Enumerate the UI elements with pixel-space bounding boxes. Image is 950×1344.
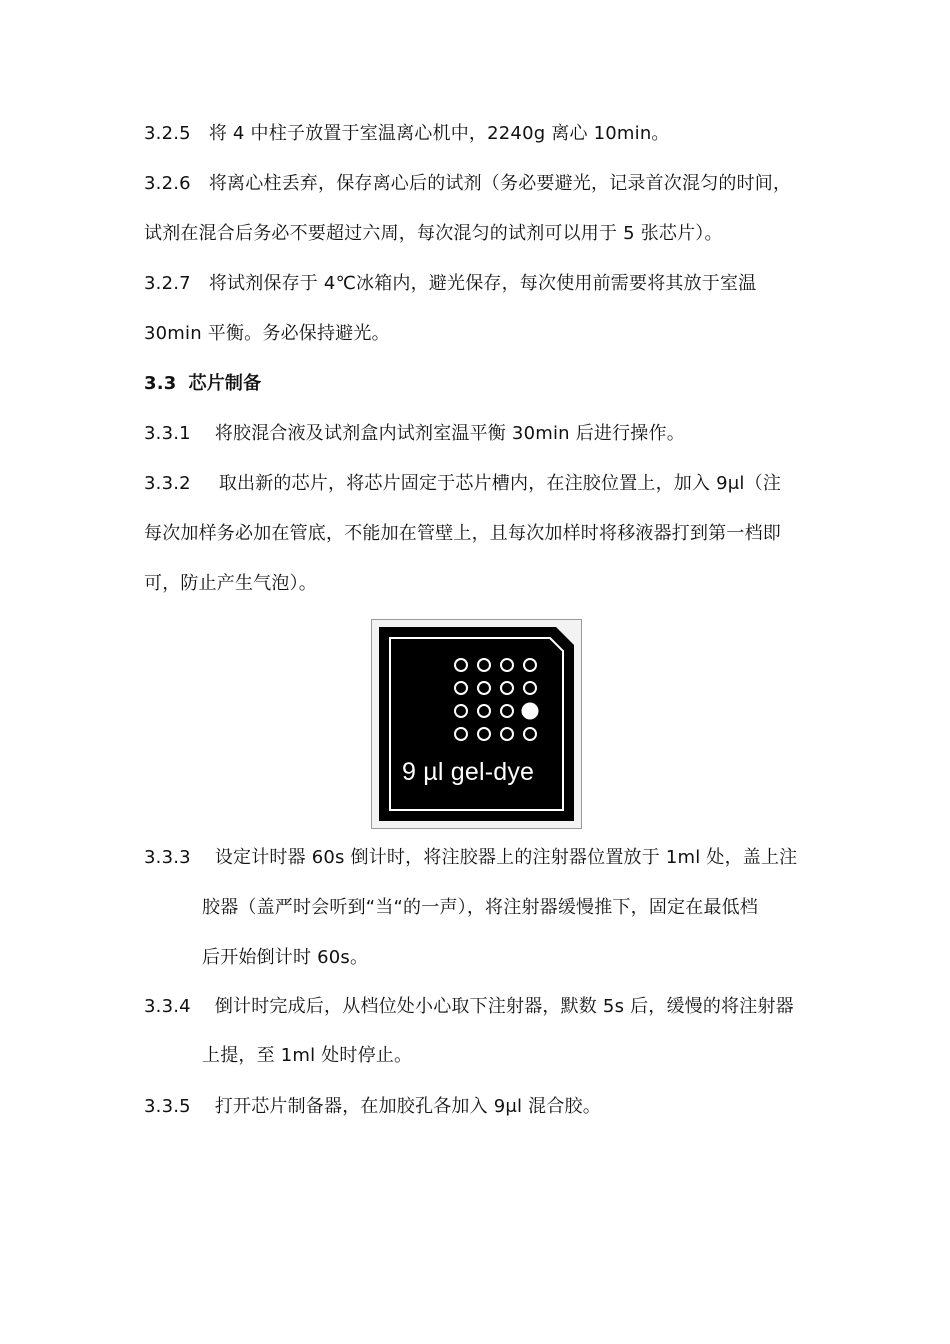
- paragraph-text: 胶器（盖严时会听到“当“的一声），将注射器缓慢推下，固定在最低档: [202, 897, 759, 918]
- paragraph-3-2-7-cont: [144, 321, 824, 347]
- section-number: 3.2.7: [144, 273, 191, 294]
- paragraph-text: 将胶混合液及试剂盒内试剂室温平衡 30min 后进行操作。: [214, 423, 685, 444]
- paragraph-text: 倒计时完成后，从档位处小心取下注射器，默数 5s 后，缓慢的将注射器: [214, 996, 794, 1017]
- paragraph-text: 试剂在混合后务必不要超过六周，每次混匀的试剂可以用于 5 张芯片）。: [144, 223, 723, 244]
- section-number: 3.3: [144, 373, 177, 394]
- section-number: 3.3.3: [144, 847, 191, 868]
- chip-label: 9 µl gel-dye: [402, 758, 535, 786]
- paragraph-3-2-7: [144, 271, 824, 297]
- section-number: 3.2.6: [144, 173, 191, 194]
- paragraph-3-3-2: [144, 471, 824, 497]
- paragraph-text: 后开始倒计时 60s。: [202, 947, 369, 968]
- paragraph-3-3-3-cont: [202, 895, 882, 921]
- paragraph-3-2-6-cont: [144, 221, 824, 247]
- paragraph-3-3-1: [144, 421, 824, 447]
- paragraph-3-3-2-cont: [144, 521, 824, 547]
- chip-outer-shape: [379, 627, 574, 821]
- section-number: 3.3.1: [144, 423, 191, 444]
- paragraph-3-3-4-cont: [202, 1043, 882, 1069]
- paragraph-3-2-5: [144, 121, 824, 147]
- chip-diagram: [372, 620, 581, 828]
- section-heading-3-3: [144, 371, 824, 397]
- paragraph-text: 上提，至 1ml 处时停止。: [202, 1045, 413, 1066]
- section-number: 3.3.4: [144, 996, 191, 1017]
- paragraph-3-3-3-cont: [202, 945, 882, 971]
- paragraph-text: 将 4 中柱子放置于室温离心机中，2240g 离心 10min。: [208, 123, 670, 144]
- well-filled: [523, 704, 538, 719]
- section-number: 3.3.2: [144, 473, 191, 494]
- paragraph-3-3-3: [144, 845, 824, 871]
- paragraph-text: 30min 平衡。务必保持避光。: [144, 323, 390, 344]
- section-title: 芯片制备: [188, 373, 262, 394]
- chip-figure: [371, 619, 582, 829]
- paragraph-text: 将试剂保存于 4℃冰箱内，避光保存，每次使用前需要将其放于室温: [208, 273, 757, 294]
- paragraph-3-2-6: [144, 171, 824, 197]
- paragraph-text: 设定计时器 60s 倒计时，将注胶器上的注射器位置放于 1ml 处，盖上注: [214, 847, 798, 868]
- paragraph-3-3-4: [144, 994, 824, 1020]
- paragraph-3-3-5: [144, 1094, 824, 1120]
- paragraph-text: 每次加样务必加在管底，不能加在管壁上，且每次加样时将移液器打到第一档即: [144, 523, 781, 544]
- paragraph-text: 将离心柱丢弃，保存离心后的试剂（务必要避光，记录首次混匀的时间，: [208, 173, 792, 194]
- section-number: 3.2.5: [144, 123, 191, 144]
- section-number: 3.3.5: [144, 1096, 191, 1117]
- paragraph-text: 打开芯片制备器，在加胶孔各加入 9μl 混合胶。: [214, 1096, 601, 1117]
- paragraph-text: 取出新的芯片，将芯片固定于芯片槽内，在注胶位置上，加入 9μl（注: [218, 473, 782, 494]
- paragraph-3-3-2-cont: [144, 571, 824, 597]
- paragraph-text: 可，防止产生气泡）。: [144, 573, 317, 594]
